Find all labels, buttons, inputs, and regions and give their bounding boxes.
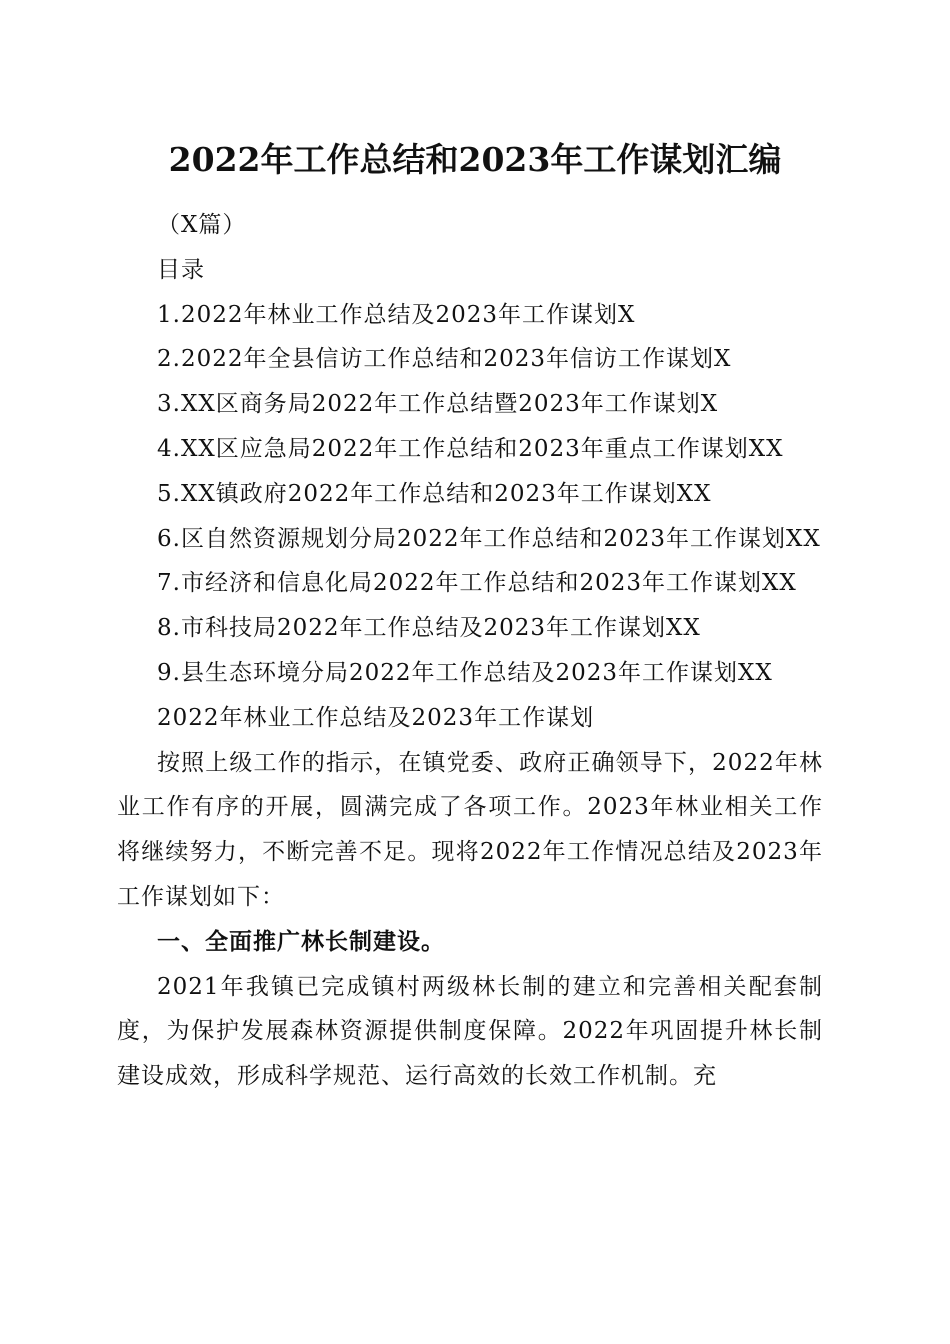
toc-item: 6.区自然资源规划分局2022年工作总结和2023年工作谋划XX [157,525,821,552]
toc-item: 8.市科技局2022年工作总结及2023年工作谋划XX [157,615,701,642]
body-paragraph: 2021年我镇已完成镇村两级林长制的建立和完善相关配套制度，为保护发展森林资源提供制度保障。2022年巩固提升林长制建设成效，形成科学规范、运行高效的长效工作机制。充 [117,973,823,1090]
toc-item: 1.2022年林业工作总结及2023年工作谋划X [157,301,636,328]
section-title: 2022年林业工作总结及2023年工作谋划 [157,704,595,731]
toc-label: 目录 [157,256,205,283]
toc-item: 7.市经济和信息化局2022年工作总结和2023年工作谋划XX [157,570,797,597]
intro-paragraph: 按照上级工作的指示，在镇党委、政府正确领导下，2022年林业工作有序的开展，圆满完成了各项工作。2023年林业相关工作将继续努力，不断完善不足。现将2022年工作情况总结及2023年工作谋划如下： [117,749,823,910]
toc-item: 4.XX区应急局2022年工作总结和2023年重点工作谋划XX [157,435,784,462]
document-title: 2022年工作总结和2023年工作谋划汇编 [168,140,782,179]
toc-item: 2.2022年全县信访工作总结和2023年信访工作谋划X [157,346,732,373]
toc-item: 9.县生态环境分局2022年工作总结及2023年工作谋划XX [157,659,773,686]
toc-item: 3.XX区商务局2022年工作总结暨2023年工作谋划X [157,391,719,418]
toc-item: 5.XX镇政府2022年工作总结和2023年工作谋划XX [157,480,712,507]
subtitle: （X篇） [157,212,247,238]
document-body [117,203,823,1099]
section-heading: 一、全面推广林长制建设。 [157,928,445,955]
